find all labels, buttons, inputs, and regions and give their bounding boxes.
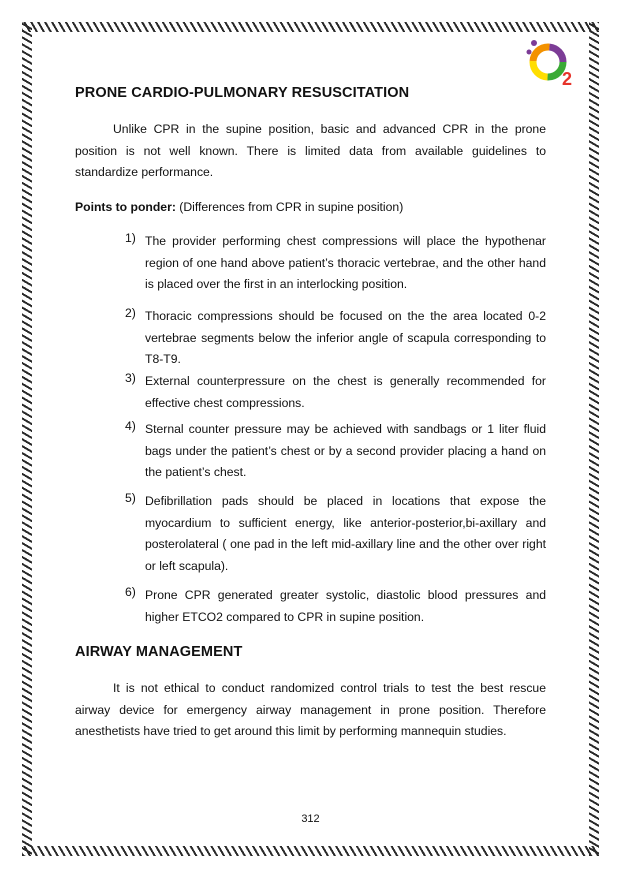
intro-paragraph: Unlike CPR in the supine position, basic and advanced CPR in the prone position is not well known. There is limited data from available guidelines to standardize performance. — [75, 122, 546, 179]
list-item-text: Defibrillation pads should be placed in locations that expose the myocardium to sufficient energy, like anterior-posterior,bi-axillary and posterolateral ( one pad in the left mid-axillary line and the other over right or left scapula). — [145, 494, 546, 573]
list-item — [125, 419, 546, 484]
list-item-number: 5) — [125, 491, 136, 505]
list-item-text: The provider performing chest compressions will place the hypothenar region of one hand above patient’s thoracic vertebrae, and the other hand is placed over the first in an interlocking position. — [145, 234, 546, 291]
list-item — [125, 491, 546, 577]
points-to-ponder — [75, 197, 546, 219]
list-item-text: Sternal counter pressure may be achieved with sandbags or 1 liter fluid bags under the patient’s chest or by a second provider placing a hand on the patient’s chest. — [145, 422, 546, 479]
list-item-number: 4) — [125, 419, 136, 433]
list-item — [125, 231, 546, 296]
list-item-number: 1) — [125, 231, 136, 245]
list-item-number: 3) — [125, 371, 136, 385]
list-item-text: Prone CPR generated greater systolic, diastolic blood pressures and higher ETCO2 compared to CPR in supine position. — [145, 588, 546, 624]
list-item-number: 6) — [125, 585, 136, 599]
border-left — [22, 22, 32, 856]
section-heading-airway: AIRWAY MANAGEMENT — [75, 644, 243, 660]
border-bottom — [22, 846, 599, 856]
list-item-text: Thoracic compressions should be focused on the the area located 0-2 vertebrae segments below the inferior angle of scapula corresponding to T8-T9. — [145, 309, 546, 366]
points-note: (Differences from CPR in supine position) — [179, 200, 404, 214]
o2-logo-icon — [524, 36, 578, 88]
page-number: 312 — [301, 813, 320, 825]
list-item-number: 2) — [125, 306, 136, 320]
airway-paragraph: It is not ethical to conduct randomized control trials to test the best rescue airway device for emergency airway management in prone position. Therefore anesthetists have tried to get around this limit by performing mannequin studies. — [75, 681, 546, 738]
points-label: Points to ponder: — [75, 200, 176, 214]
list-item — [125, 371, 546, 414]
section-heading-cpr: PRONE CARDIO-PULMONARY RESUSCITATION — [75, 85, 410, 101]
list-item — [125, 306, 546, 371]
list-item — [125, 585, 546, 628]
list-item-text: External counterpressure on the chest is generally recommended for effective chest compressions. — [145, 374, 546, 410]
border-top — [22, 22, 599, 32]
svg-text:2: 2 — [562, 69, 573, 88]
border-right — [589, 22, 599, 856]
